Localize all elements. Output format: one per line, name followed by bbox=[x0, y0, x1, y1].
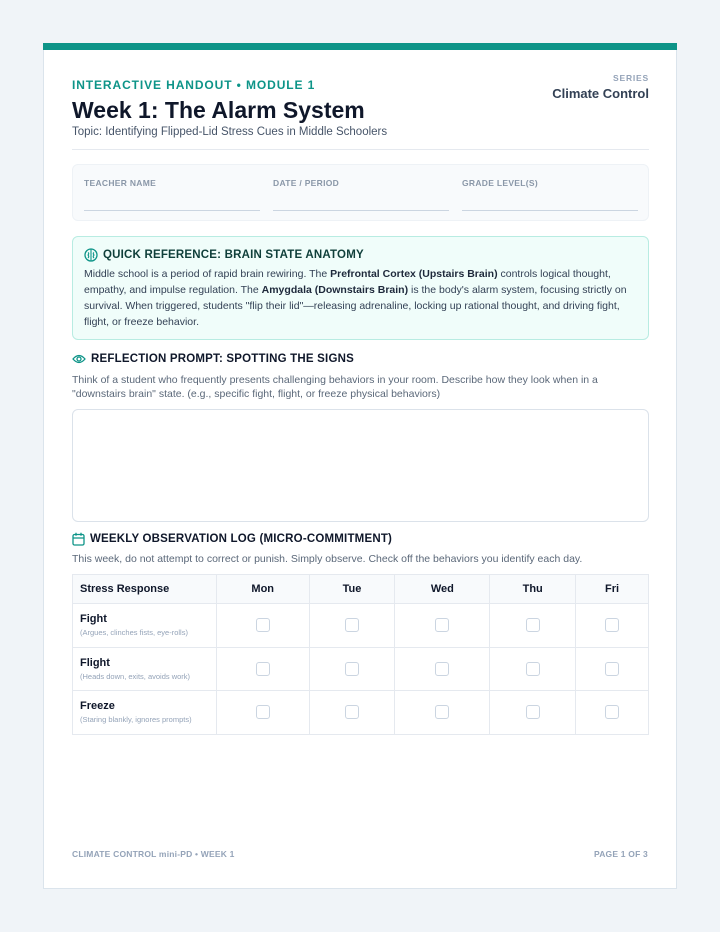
response-name: Flight bbox=[80, 656, 110, 669]
accent-bar bbox=[43, 43, 677, 50]
page-title: Week 1: The Alarm System bbox=[72, 97, 365, 123]
checkbox-flight-mon[interactable] bbox=[256, 662, 270, 676]
checkbox-fight-wed[interactable] bbox=[435, 618, 449, 632]
checkbox-fight-tue[interactable] bbox=[345, 618, 359, 632]
reflection-heading: REFLECTION PROMPT: SPOTTING THE SIGNS bbox=[91, 353, 354, 365]
checkbox-fight-fri[interactable] bbox=[605, 618, 619, 632]
reflection-description: Think of a student who frequently presents challenging behaviors in your room. Describe how they look when in a "downstairs brain" state. (e.g., specific fight, flight, or freeze physical behaviors) bbox=[72, 374, 598, 400]
day-cell bbox=[216, 647, 309, 691]
response-cell-flight bbox=[73, 647, 217, 691]
footer-series: CLIMATE CONTROL mini-PD • WEEK 1 bbox=[72, 849, 235, 859]
checkbox-freeze-fri[interactable] bbox=[605, 705, 619, 719]
day-cell bbox=[576, 647, 649, 691]
observation-log-heading: WEEKLY OBSERVATION LOG (MICRO-COMMITMENT) bbox=[90, 533, 393, 545]
day-cell bbox=[576, 604, 649, 648]
response-detail: (Argues, clinches fists, eye-rolls) bbox=[80, 628, 188, 638]
teacher-name-line bbox=[84, 210, 260, 211]
day-cell bbox=[490, 604, 576, 648]
day-cell bbox=[395, 691, 490, 735]
ref-term-prefrontal: Prefrontal Cortex (Upstairs Brain) bbox=[330, 268, 498, 280]
module-eyebrow: INTERACTIVE HANDOUT • MODULE 1 bbox=[72, 78, 316, 92]
info-fields bbox=[72, 164, 649, 221]
checkbox-fight-thu[interactable] bbox=[526, 618, 540, 632]
response-detail: (Staring blankly, ignores prompts) bbox=[80, 715, 192, 725]
day-cell bbox=[576, 691, 649, 735]
ref-text-3: is the body's alarm system, focusing strictly on survival. When triggered, students "flip their lid"—releasing adrenaline, locking up rational thought, and driving fight, flight, or freeze behavior. bbox=[84, 284, 627, 328]
checkbox-flight-fri[interactable] bbox=[605, 662, 619, 676]
response-detail: (Heads down, exits, avoids work) bbox=[80, 671, 191, 681]
grade-level-label: GRADE LEVEL(S) bbox=[462, 178, 538, 188]
checkbox-flight-tue[interactable] bbox=[345, 662, 359, 676]
column-header-fri: Fri bbox=[576, 575, 649, 604]
response-cell-freeze bbox=[73, 691, 217, 735]
checkbox-fight-mon[interactable] bbox=[256, 618, 270, 632]
date-period-field[interactable] bbox=[273, 178, 449, 188]
column-header-stress-response: Stress Response bbox=[73, 575, 217, 604]
reflection-answer-box[interactable] bbox=[72, 409, 649, 522]
table-header-row bbox=[73, 575, 649, 604]
column-header-mon: Mon bbox=[216, 575, 309, 604]
day-cell bbox=[395, 647, 490, 691]
quick-reference-body bbox=[84, 266, 634, 330]
checkbox-flight-thu[interactable] bbox=[526, 662, 540, 676]
response-cell-fight bbox=[73, 604, 217, 648]
date-period-label: DATE / PERIOD bbox=[273, 178, 340, 188]
ref-term-amygdala: Amygdala (Downstairs Brain) bbox=[261, 284, 409, 296]
column-header-tue: Tue bbox=[309, 575, 395, 604]
day-cell bbox=[309, 647, 395, 691]
page-header bbox=[72, 73, 649, 150]
ref-text-2: controls logical thought, empathy, and impulse regulation. The bbox=[84, 268, 611, 296]
quick-reference-box bbox=[72, 236, 649, 340]
handout-page bbox=[43, 43, 677, 889]
table-row bbox=[73, 647, 649, 691]
day-cell bbox=[309, 604, 395, 648]
response-name: Fight bbox=[80, 613, 107, 626]
column-header-wed: Wed bbox=[395, 575, 490, 604]
ref-text-1: Middle school is a period of rapid brain rewiring. The bbox=[84, 268, 331, 280]
day-cell bbox=[216, 691, 309, 735]
quick-reference-heading: QUICK REFERENCE: BRAIN STATE ANATOMY bbox=[103, 249, 364, 261]
checkbox-freeze-tue[interactable] bbox=[345, 705, 359, 719]
grade-level-field[interactable] bbox=[462, 178, 638, 188]
table-row bbox=[73, 604, 649, 648]
response-name: Freeze bbox=[80, 700, 115, 713]
checkbox-freeze-wed[interactable] bbox=[435, 705, 449, 719]
page-topic: Topic: Identifying Flipped-Lid Stress Cues in Middle Schoolers bbox=[72, 126, 388, 138]
series-label: SERIES bbox=[613, 73, 649, 83]
calendar-icon bbox=[72, 532, 85, 546]
day-cell bbox=[395, 604, 490, 648]
teacher-name-label: TEACHER NAME bbox=[84, 178, 157, 188]
column-header-thu: Thu bbox=[490, 575, 576, 604]
checkbox-flight-wed[interactable] bbox=[435, 662, 449, 676]
checkbox-freeze-mon[interactable] bbox=[256, 705, 270, 719]
day-cell bbox=[216, 604, 309, 648]
grade-level-line bbox=[462, 210, 638, 211]
observation-log-header bbox=[72, 532, 392, 546]
checkbox-freeze-thu[interactable] bbox=[526, 705, 540, 719]
eye-icon bbox=[72, 353, 86, 365]
day-cell bbox=[490, 647, 576, 691]
day-cell bbox=[490, 691, 576, 735]
table-row bbox=[73, 691, 649, 735]
observation-log-table bbox=[72, 574, 649, 735]
day-cell bbox=[309, 691, 395, 735]
date-period-line bbox=[273, 210, 449, 211]
footer-page-number: PAGE 1 OF 3 bbox=[593, 849, 648, 859]
observation-log-description: This week, do not attempt to correct or punish. Simply observe. Check off the behaviors you identify each day. bbox=[72, 553, 583, 565]
series-name: Climate Control bbox=[552, 86, 649, 101]
reflection-header bbox=[72, 353, 354, 365]
quick-reference-header bbox=[84, 248, 364, 262]
teacher-name-field[interactable] bbox=[84, 178, 260, 188]
brain-icon bbox=[84, 248, 98, 262]
